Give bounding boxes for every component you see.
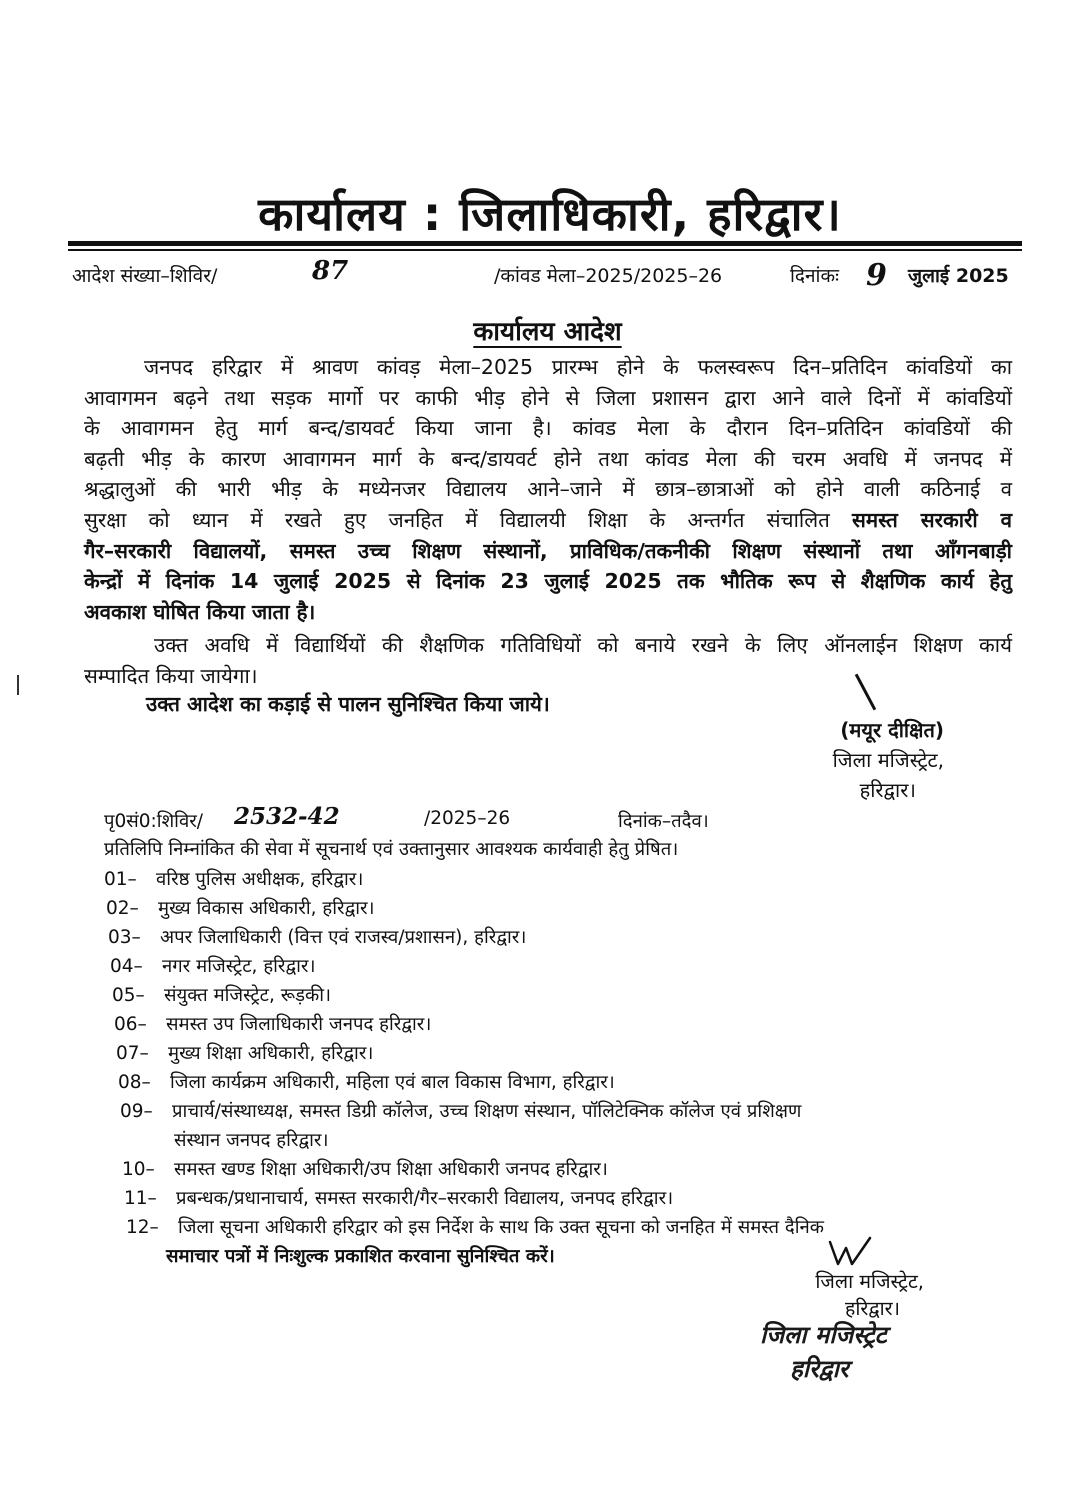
compliance-directive: उक्त आदेश का कड़ाई से पालन सुनिश्चित किया जाये। (146, 692, 550, 716)
paragraph-line (84, 505, 1012, 536)
stamp-line-2: हरिद्वार (790, 1354, 849, 1383)
list-item-text: मुख्य शिक्षा अधिकारी, हरिद्वार। (168, 1043, 374, 1064)
date-label: दिनांकः (790, 265, 839, 287)
paragraph-text: सुरक्षा को ध्यान में रखते हुए जनहित में विद्यालयी शिक्षा के अन्तर्गत संचालित (84, 507, 853, 532)
order-paragraph-1 (84, 352, 1012, 627)
list-item (104, 1010, 824, 1039)
paragraph-line: सम्पादित किया जायेगा। (84, 663, 258, 688)
list-item-continuation: संस्थान जनपद हरिद्वार। (174, 1130, 329, 1151)
signatory-block (833, 715, 944, 805)
paragraph-bold-line: गैर–सरकारी विद्यालयों, समस्त उच्च शिक्षण संस्थानों, प्राविधिक/तकनीकी शिक्षण संस्थानों तथा आँगनबाड़ी (84, 538, 1012, 563)
list-item-number: 12– (126, 1217, 159, 1238)
list-item (104, 1068, 824, 1097)
official-stamp (760, 1318, 887, 1386)
paragraph-line: श्रद्धालुओं की भारी भीड़ के मध्येनजर विद्यालय आने–जाने में छात्र–छात्राओं को होने वाली कठिनाई व (84, 477, 1012, 502)
header-rule-thin (68, 249, 1022, 251)
office-title: कार्यालय : जिलाधिकारी, हरिद्वार। (258, 187, 842, 241)
order-paragraph-2 (84, 630, 1012, 691)
list-item-text: अपर जिलाधिकारी (वित्त एवं राजस्व/प्रशासन), हरिद्वार। (160, 927, 527, 948)
copy-ref-year: /2025–26 (424, 808, 511, 829)
list-item (104, 923, 824, 952)
signatory-name: (मयूर दीक्षित) (840, 718, 944, 742)
signatory-designation: जिला मजिस्ट्रेट, (832, 748, 944, 772)
paragraph-bold-text: समस्त सरकारी व (852, 507, 1012, 532)
header-rule-thick (68, 241, 1022, 246)
list-item-text: प्रबन्धक/प्रधानाचार्य, समस्त सरकारी/गैर–सरकारी विद्यालय, जनपद हरिद्वार। (176, 1188, 674, 1209)
list-item (104, 865, 824, 894)
list-item-number: 06– (114, 1014, 147, 1035)
signatory-place: हरिद्वार। (859, 778, 916, 802)
order-number-label: आदेश संख्या–शिविर/ (72, 265, 218, 287)
list-item-text: प्राचार्य/संस्थाध्यक्ष, समस्त डिग्री कॉलेज, उच्च शिक्षण संस्थान, पॉलिटेक्निक कॉलेज एवं प्रशिक्षण (172, 1101, 802, 1122)
list-item-text: समस्त उप जिलाधिकारी जनपद हरिद्वार। (166, 1014, 432, 1035)
copy-ref-number-handwritten: 2532-42 (234, 803, 340, 830)
stamp-line-1: जिला मजिस्ट्रेट (760, 1320, 887, 1349)
list-item (104, 1213, 824, 1242)
copy-intro: प्रतिलिपि निम्नांकित की सेवा में सूचनार्थ एवं उक्तानुसार आवश्यक कार्यवाही हेतु प्रेषित। (104, 839, 679, 860)
list-item-number: 05– (112, 985, 145, 1006)
copy-ref-date: दिनांक–तदैव। (618, 811, 709, 832)
list-item-number: 02– (106, 898, 139, 919)
signatory2-block (815, 1268, 924, 1322)
paragraph-line: आवागमन बढ़ने तथा सड़क मार्गो पर काफी भीड़ होने से जिला प्रशासन द्वारा आने वाले दिनों में कांवडियों (84, 385, 1012, 410)
distribution-list (104, 865, 824, 1271)
list-item-text: जिला कार्यक्रम अधिकारी, महिला एवं बाल विकास विभाग, हरिद्वार। (170, 1072, 615, 1093)
list-item-text: संयुक्त मजिस्ट्रेट, रूड़की। (164, 985, 332, 1006)
paragraph-bold-line: केन्द्रों में दिनांक 14 जुलाई 2025 से दिनांक 23 जुलाई 2025 तक भौतिक रूप से शैक्षणिक कार्य हेतु (84, 569, 1012, 594)
list-item-text: वरिष्ठ पुलिस अधीक्षक, हरिद्वार। (156, 869, 364, 890)
list-item-number: 01– (104, 869, 137, 890)
order-title: कार्यालय आदेश (473, 317, 622, 347)
list-item (104, 1184, 824, 1213)
list-item-text: मुख्य विकास अधिकारी, हरिद्वार। (158, 898, 375, 919)
list-item-number: 08– (118, 1072, 151, 1093)
list-item (104, 1039, 824, 1068)
paragraph-line: के आवागमन हेतु मार्ग बन्द/डायवर्ट किया जाना है। कांवड मेला के दौरान दिन–प्रतिदिन कांवडियों की (84, 416, 1012, 441)
list-item (104, 952, 824, 981)
list-item-text: नगर मजिस्ट्रेट, हरिद्वार। (162, 956, 316, 977)
list-item (104, 1097, 824, 1126)
list-item-number: 07– (116, 1043, 149, 1064)
date-month-year: जुलाई 2025 (908, 265, 1009, 287)
list-item-number: 10– (122, 1159, 155, 1180)
list-item-number: 03– (108, 927, 141, 948)
list-item-text: समस्त खण्ड शिक्षा अधिकारी/उप शिक्षा अधिकारी जनपद हरिद्वार। (174, 1159, 608, 1180)
signatory2-place: हरिद्वार। (844, 1297, 900, 1320)
paragraph-line: जनपद हरिद्वार में श्रावण कांवड़ मेला–2025 प्रारम्भ होने के फलस्वरूप दिन–प्रतिदिन कांवडियों का (144, 355, 1012, 379)
paragraph-line: बढ़ती भीड़ के कारण आवागमन मार्ग के बन्द/डायवर्ट होने तथा कांवड मेला की चरम अवधि में जनपद में (84, 446, 1012, 471)
signatory2-designation: जिला मजिस्ट्रेट, (815, 1270, 924, 1293)
list-item (104, 894, 824, 923)
scan-edge-mark (17, 675, 19, 695)
list-item (104, 981, 824, 1010)
paragraph-bold-line: अवकाश घोषित किया जाता है। (84, 599, 316, 624)
order-number-handwritten: 87 (312, 256, 349, 286)
list-item (104, 1155, 824, 1184)
subject-reference: /कांवड मेला–2025/2025–26 (494, 265, 723, 287)
list-item-continuation: समाचार पत्रों में निःशुल्क प्रकाशित करवाना सुनिश्चित करें। (166, 1246, 555, 1267)
copy-ref-prefix: पृ0सं0:शिविर/ (104, 811, 204, 832)
date-day-handwritten: 9 (866, 258, 887, 293)
list-item-text: जिला सूचना अधिकारी हरिद्वार को इस निर्देश के साथ कि उक्त सूचना को जनहित में समस्त दैनिक (178, 1217, 825, 1238)
paragraph-line: उक्त अवधि में विद्यार्थियों की शैक्षणिक गतिविधियों को बनाये रखने के लिए ऑनलाईन शिक्षण कार्य (154, 633, 1012, 657)
list-item-number: 09– (120, 1101, 153, 1122)
list-item-number: 11– (124, 1188, 157, 1209)
initials-signature (826, 1236, 876, 1270)
list-item-number: 04– (110, 956, 143, 977)
